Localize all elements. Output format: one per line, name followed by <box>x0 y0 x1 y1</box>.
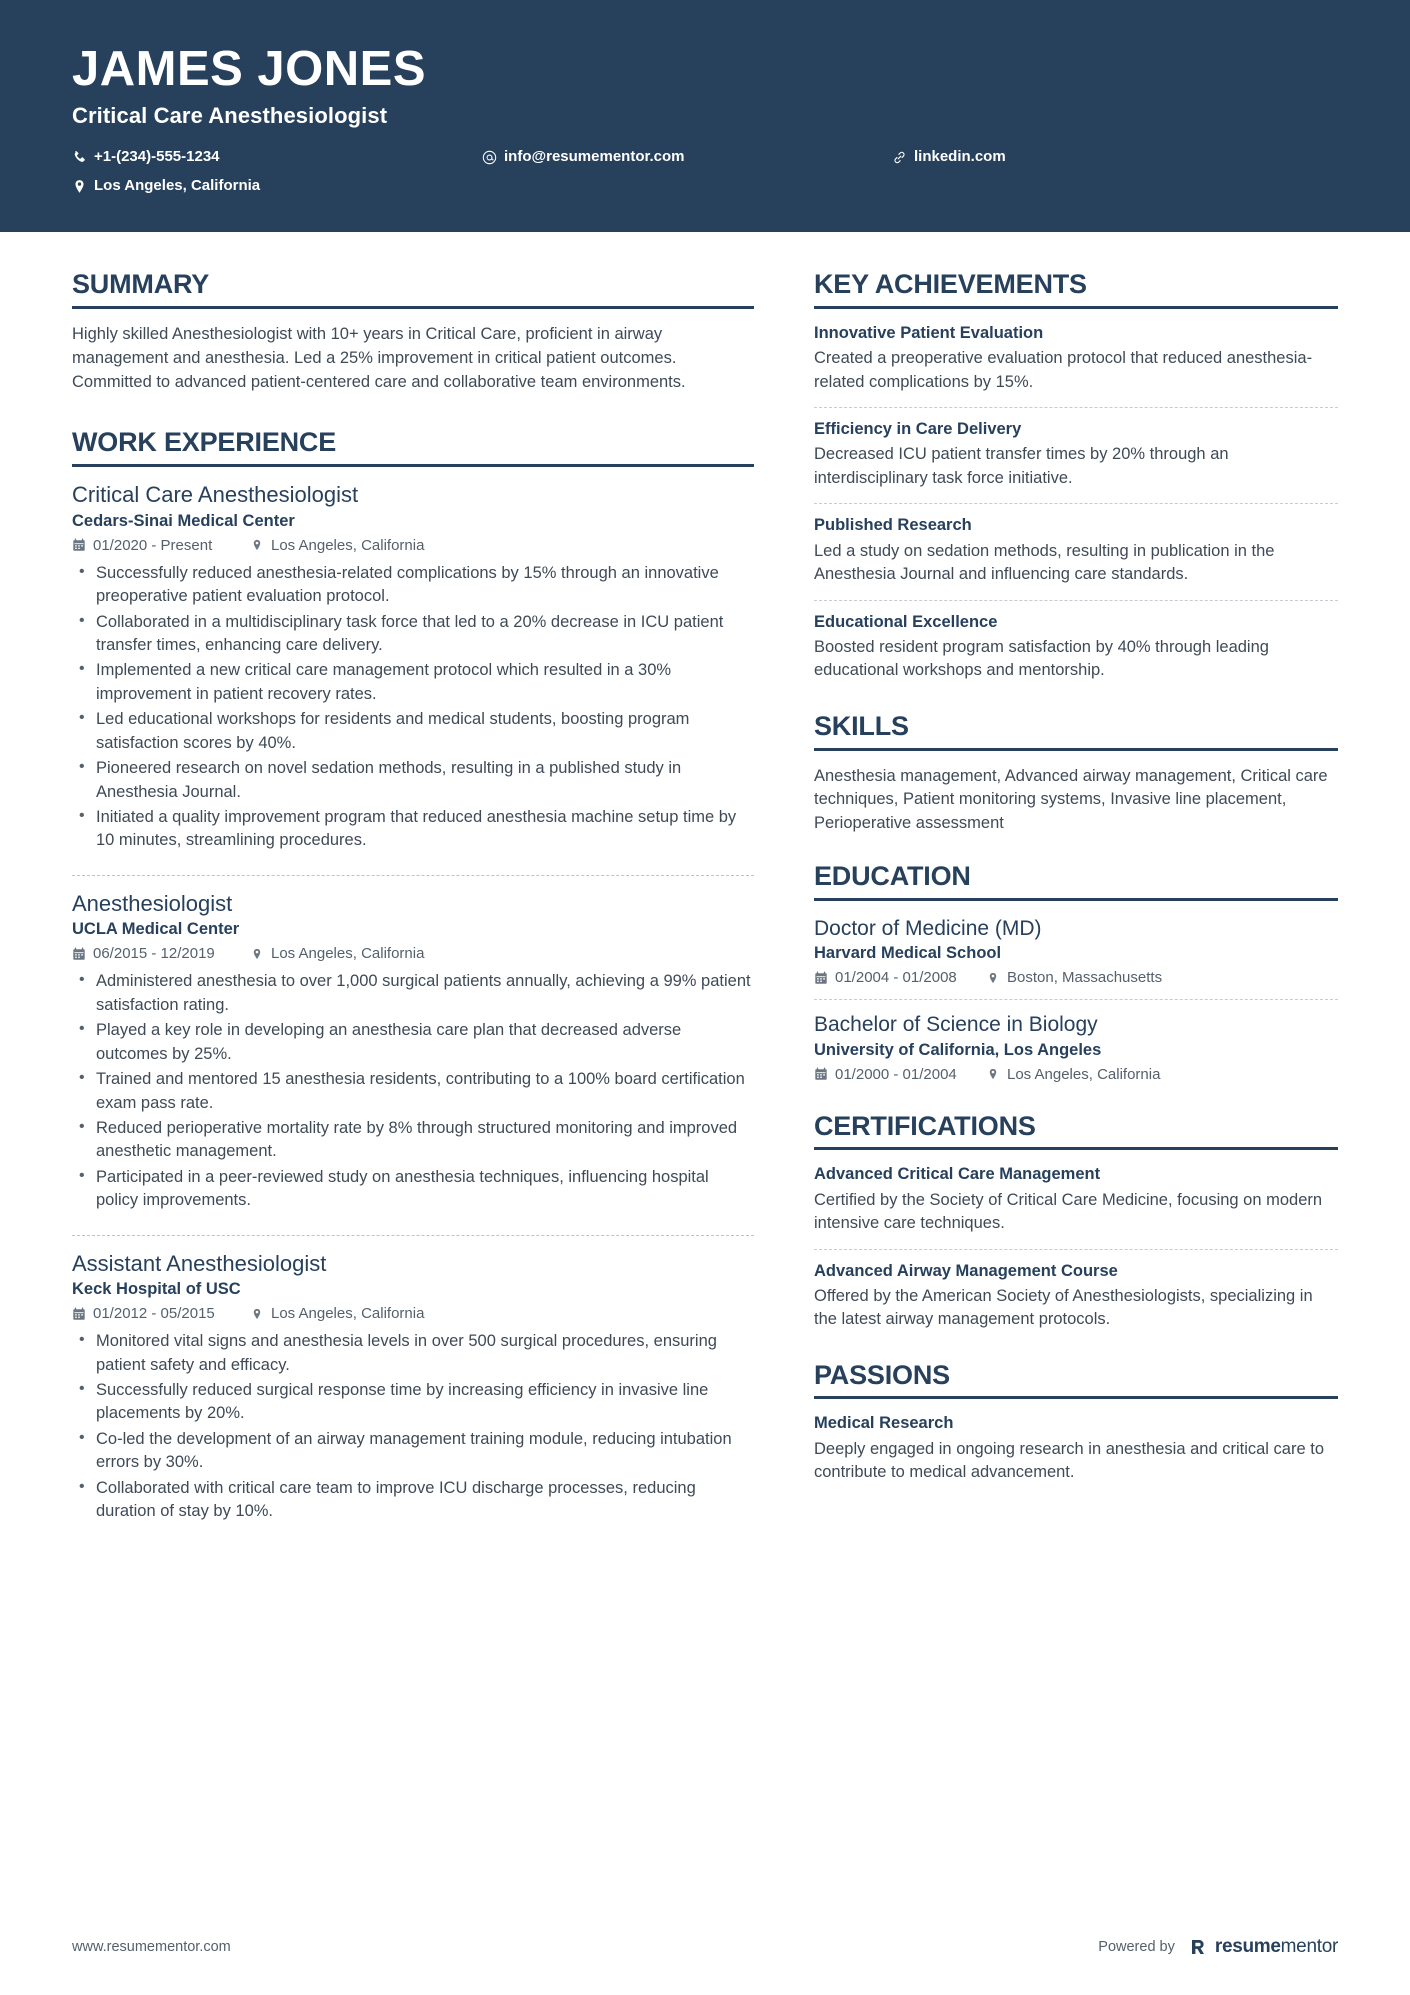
section-summary <box>72 270 754 394</box>
certification-item <box>814 1164 1338 1238</box>
work-entry-date <box>72 1305 250 1322</box>
work-entry-location <box>250 945 424 962</box>
education-location <box>986 1066 1160 1083</box>
work-entry-organization: UCLA Medical Center <box>72 920 240 939</box>
location-icon <box>72 179 87 194</box>
contact-linkedin-text: linkedin.com <box>914 148 1006 166</box>
entry-divider <box>72 875 754 876</box>
contact-row-1 <box>72 143 1338 172</box>
passion-title: Medical Research <box>814 1414 954 1433</box>
education-date-text: 01/2000 - 01/2004 <box>835 1065 957 1083</box>
contact-location <box>72 172 482 201</box>
certification-title: Advanced Airway Management Course <box>814 1261 1118 1280</box>
powered-by-label: Powered by <box>1098 1939 1175 1955</box>
certification-text: Certified by the Society of Critical Care Medicine, focusing on modern intensive care techniques. <box>814 1190 1323 1233</box>
passion-text: Deeply engaged in ongoing research in anesthesia and critical care to contribute to medical advancement. <box>814 1439 1324 1482</box>
achievement-text: Boosted resident program satisfaction by 40% through leading educational workshops and mentorship. <box>814 637 1269 680</box>
item-divider <box>814 1249 1338 1250</box>
calendar-icon <box>814 1067 828 1082</box>
achievement-text: Decreased ICU patient transfer times by 20% through an interdisciplinary task force initiative. <box>814 445 1229 487</box>
bullet-item: • Played a key role in developing an anesthesia care plan that decreased adverse outcomes by 25%. <box>72 1019 754 1066</box>
education-meta <box>814 969 1338 986</box>
item-divider <box>814 503 1338 504</box>
right-column <box>792 232 1338 1542</box>
bullet-item: • Successfully reduced anesthesia-related complications by 15% through an innovative preoperative patient evaluation protocol. <box>72 562 754 609</box>
location-icon <box>250 1306 264 1321</box>
item-divider <box>814 407 1338 408</box>
location-icon <box>250 538 264 553</box>
work-entry-date <box>72 945 250 962</box>
achievement-item <box>814 323 1338 397</box>
work-entry-date-text: 01/2012 - 05/2015 <box>93 1305 215 1323</box>
contact-email-text: info@resumementor.com <box>504 148 685 166</box>
logo-text-light: mentor <box>1280 1936 1338 1957</box>
entry-divider <box>72 1235 754 1236</box>
section-skills <box>814 712 1338 836</box>
work-entry-date-text: 06/2015 - 12/2019 <box>93 945 215 963</box>
bullet-item: • Trained and mentored 15 anesthesia residents, contributing to a 100% board certification exam pass rate. <box>72 1068 754 1115</box>
work-entry-title: Anesthesiologist <box>72 890 233 916</box>
education-date <box>814 1066 986 1083</box>
work-entry-location-text: Los Angeles, California <box>271 536 425 554</box>
work-entry-meta <box>72 945 754 962</box>
work-entry-bullets <box>72 562 754 853</box>
section-passions <box>814 1361 1338 1488</box>
location-icon <box>250 946 264 961</box>
section-heading-work-experience: WORK EXPERIENCE <box>72 427 337 458</box>
spacer <box>72 398 754 428</box>
spacer <box>814 1090 1338 1112</box>
section-rule <box>72 464 754 467</box>
passion-item <box>814 1413 1338 1487</box>
calendar-icon <box>814 970 828 985</box>
bullet-item: • Reduced perioperative mortality rate by 8% through structured monitoring and improved anesthetic management. <box>72 1117 754 1164</box>
work-entry-bullets <box>72 1330 754 1523</box>
work-entry-organization: Keck Hospital of USC <box>72 1280 241 1299</box>
powered-by-block <box>1098 1936 1338 1958</box>
education-entry <box>814 1011 1338 1085</box>
work-entry-organization: Cedars-Sinai Medical Center <box>72 511 295 530</box>
bullet-item: • Initiated a quality improvement program that reduced anesthesia machine setup time by 10 minutes, streamlining procedures. <box>72 806 754 853</box>
bullet-item: • Pioneered research on novel sedation methods, resulting in a published study in Anesthesia Journal. <box>72 757 754 804</box>
achievement-item <box>814 612 1338 686</box>
work-entry-location <box>250 1305 424 1322</box>
section-heading-certifications: CERTIFICATIONS <box>814 1110 1036 1141</box>
contact-email[interactable] <box>482 143 892 172</box>
education-entry <box>814 915 1338 989</box>
bullet-item: • Monitored vital signs and anesthesia levels in over 500 surgical procedures, ensuring patient safety and efficacy. <box>72 1330 754 1377</box>
certification-text: Offered by the American Society of Anesthesiologists, specializing in the latest airway management protocols. <box>814 1286 1313 1329</box>
certification-item <box>814 1261 1338 1335</box>
section-heading-key-achievements: KEY ACHIEVEMENTS <box>814 269 1087 299</box>
skills-text: Anesthesia management, Advanced airway management, Critical care techniques, Patient monitoring systems, Invasive line placement, Perioperative assessment <box>814 766 1328 833</box>
education-school: University of California, Los Angeles <box>814 1040 1102 1059</box>
summary-text: Highly skilled Anesthesiologist with 10+ years in Critical Care, proficient in airway management and anesthesia. Led a 25% improvement in critical patient outcomes. Committed to advanced patient-centered care and collaborative team environments. <box>72 324 686 391</box>
work-entry-location-text: Los Angeles, California <box>271 1305 425 1323</box>
work-entry-date <box>72 537 250 554</box>
bullet-item: • Administered anesthesia to over 1,000 surgical patients annually, achieving a 99% patient satisfaction rating. <box>72 970 754 1017</box>
spacer <box>814 1339 1338 1361</box>
contact-linkedin[interactable] <box>892 143 1192 172</box>
work-entry-bullets <box>72 970 754 1212</box>
work-entry <box>72 1250 754 1538</box>
bullet-item: • Collaborated in a multidisciplinary task force that led to a 20% decrease in ICU patient transfer times, enhancing care delivery. <box>72 611 754 658</box>
footer-url[interactable]: www.resumementor.com <box>72 1939 231 1955</box>
page-title: JAMES JONES <box>72 42 427 96</box>
work-entry-meta <box>72 537 754 554</box>
work-entry-meta <box>72 1305 754 1322</box>
education-date-text: 01/2004 - 01/2008 <box>835 969 957 987</box>
work-entry-title: Assistant Anesthesiologist <box>72 1250 327 1276</box>
header-job-title: Critical Care Anesthesiologist <box>72 103 388 129</box>
section-rule <box>72 306 754 309</box>
resumementor-logo[interactable] <box>1189 1936 1338 1958</box>
bullet-item: • Participated in a peer-reviewed study on anesthesia techniques, influencing hospital policy improvements. <box>72 1166 754 1213</box>
location-icon <box>986 1067 1000 1082</box>
work-entry-location-text: Los Angeles, California <box>271 945 425 963</box>
section-rule <box>814 748 1338 751</box>
resume-header <box>0 0 1410 232</box>
work-entry <box>72 890 754 1227</box>
bullet-item: • Led educational workshops for residents and medical students, boosting program satisfaction scores by 40%. <box>72 708 754 755</box>
contact-phone-text: +1-(234)-555-1234 <box>94 148 220 166</box>
section-heading-skills: SKILLS <box>814 710 909 741</box>
section-rule <box>814 1147 1338 1150</box>
location-icon <box>986 970 1000 985</box>
work-entry-location <box>250 537 424 554</box>
education-school: Harvard Medical School <box>814 944 1002 963</box>
education-location-text: Boston, Massachusetts <box>1007 969 1163 987</box>
contact-phone[interactable] <box>72 143 482 172</box>
achievement-text: Led a study on sedation methods, resulting in publication in the Anesthesia Journal and influencing care standards. <box>814 541 1275 584</box>
item-divider <box>814 999 1338 1000</box>
link-icon <box>892 150 907 165</box>
spacer <box>814 840 1338 862</box>
section-key-achievements <box>814 270 1338 686</box>
section-certifications <box>814 1112 1338 1335</box>
resume-body <box>0 232 1410 1542</box>
calendar-icon <box>72 946 86 961</box>
education-degree: Bachelor of Science in Biology <box>814 1013 1098 1037</box>
resume-footer <box>0 1899 1410 1995</box>
work-entry-title: Critical Care Anesthesiologist <box>72 482 359 508</box>
contact-location-text: Los Angeles, California <box>94 176 261 194</box>
education-meta <box>814 1066 1338 1083</box>
certification-title: Advanced Critical Care Management <box>814 1165 1101 1184</box>
work-entry-date-text: 01/2020 - Present <box>93 536 213 554</box>
section-heading-summary: SUMMARY <box>72 269 210 299</box>
logo-text-bold: resume <box>1214 1936 1281 1957</box>
section-rule <box>814 1396 1338 1399</box>
work-entry <box>72 481 754 867</box>
achievement-title: Educational Excellence <box>814 612 998 631</box>
left-column <box>72 232 792 1542</box>
phone-icon <box>72 150 87 165</box>
section-heading-education: EDUCATION <box>814 861 971 892</box>
calendar-icon <box>72 1306 86 1321</box>
bullet-item: • Collaborated with critical care team to improve ICU discharge processes, reducing duration of stay by 10%. <box>72 1477 754 1524</box>
resumementor-logo-icon <box>1189 1937 1209 1957</box>
spacer <box>814 690 1338 712</box>
education-degree: Doctor of Medicine (MD) <box>814 916 1042 940</box>
achievement-item <box>814 515 1338 589</box>
email-icon <box>482 150 497 165</box>
bullet-item: • Successfully reduced surgical response time by increasing efficiency in invasive line placements by 20%. <box>72 1379 754 1426</box>
item-divider <box>814 600 1338 601</box>
achievement-title: Published Research <box>814 516 972 535</box>
section-education <box>814 862 1338 1085</box>
bullet-item: • Implemented a new critical care management protocol which resulted in a 30% improvement in patient recovery rates. <box>72 659 754 706</box>
achievement-item <box>814 419 1338 493</box>
achievement-text: Created a preoperative evaluation protocol that reduced anesthesia-related complications by 15%. <box>814 349 1313 391</box>
section-heading-passions: PASSIONS <box>814 1359 950 1390</box>
achievement-title: Innovative Patient Evaluation <box>814 323 1044 342</box>
section-work-experience <box>72 428 754 1537</box>
education-date <box>814 969 986 986</box>
section-rule <box>814 898 1338 901</box>
resumementor-logo-text <box>1215 1936 1338 1958</box>
education-location-text: Los Angeles, California <box>1007 1065 1161 1083</box>
section-rule <box>814 306 1338 309</box>
bullet-item: • Co-led the development of an airway management training module, reducing intubation errors by 30%. <box>72 1428 754 1475</box>
education-location <box>986 969 1162 986</box>
achievement-title: Efficiency in Care Delivery <box>814 419 1022 438</box>
calendar-icon <box>72 538 86 553</box>
contact-row-2 <box>72 172 1338 201</box>
